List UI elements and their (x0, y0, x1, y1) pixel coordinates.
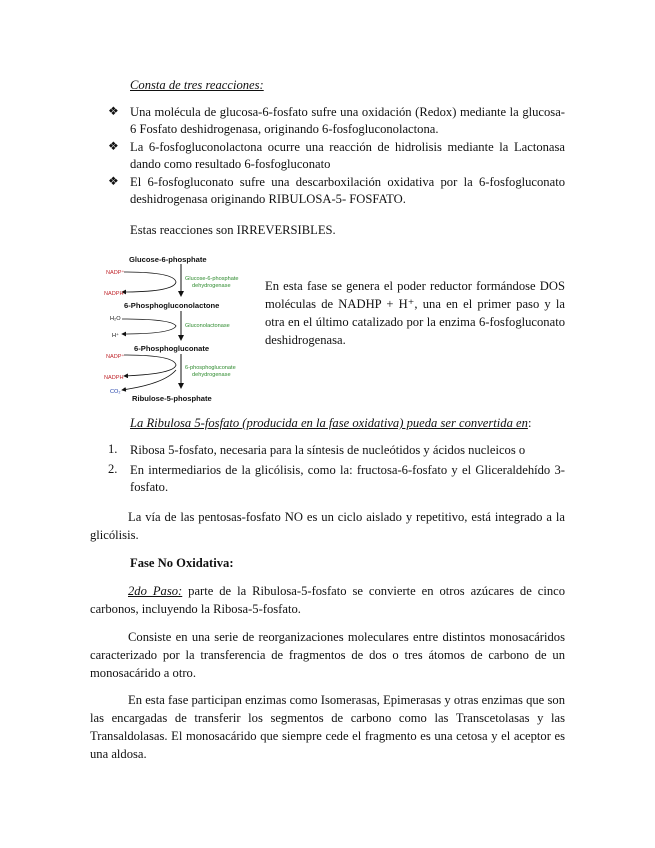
bullet-item (108, 104, 565, 138)
list-text: En intermediarios de la glicólisis, como la: fructosa-6-fosfato y el Gliceraldehído 3-fosfato. (130, 463, 565, 494)
consiste-paragraph: Consiste en una serie de reorganizaciones moleculares entre distintos monosacáridos caracterizado por la transferencia de fragmentos de dos o tres átomos de carbono de un monosacárido a otro. (90, 630, 565, 680)
bullet-text: Una molécula de glucosa-6-fosfato sufre una oxidación (Redox) mediante la glucosa-6 Fosfato deshidrogenasa, originando 6-fosfogluconolactona. (130, 105, 565, 136)
ribulosa-heading (130, 414, 531, 432)
cofactor-arrow (122, 272, 176, 292)
enzyme-label: dehydrogenase (192, 283, 231, 289)
cofactor-label: NADPH (104, 291, 124, 297)
irreversible-text: Estas reacciones son IRREVERSIBLES. (130, 223, 336, 237)
cofactor-arrow (122, 370, 176, 390)
via-paragraph: La vía de las pentosas-fosfato NO es un ciclo aislado y repetitivo, está integrado a la glicólisis. (90, 510, 565, 542)
cofactor-label: NADPH (104, 375, 124, 381)
bullet-text: La 6-fosfogluconolactona ocurre una reacción de hidrolisis mediante la Lactonasa dando como resultado 6-fosfogluconato (130, 140, 565, 171)
bullet-text: El 6-fosfogluconato sufre una descarboxilación oxidativa por la 6-fosfogluconato deshidrogenasa originando RIBULOSA-5- FOSFATO. (130, 175, 565, 206)
paso-text: parte de la Ribulosa-5-fosfato se convierte en otros azúcares de cinco carbonos, incluyendo la Ribosa-5-fosfato. (90, 584, 565, 616)
diagram-caption: En esta fase se genera el poder reductor formándose DOS moléculas de NADHP + H⁺, una en el primer paso y la otra en el último catalizado por la enzima 6-fosfogluconato deshidrogenasa. (265, 279, 565, 347)
cofactor-label: H⁺ (112, 333, 119, 339)
intro-heading: Consta de tres reacciones: (130, 78, 264, 92)
compound-label: Glucose-6-phosphate (129, 255, 207, 264)
enzyme-label: Gluconolactonase (185, 323, 230, 329)
bullet-marker-icon: ❖ (108, 139, 119, 153)
list-item (108, 462, 565, 496)
cofactor-label: NADP⁺ (106, 270, 125, 276)
ribulosa-heading-text: La Ribulosa 5-fosfato (producida en la fase oxidativa) pueda ser convertida en (130, 416, 528, 430)
bullet-item (108, 174, 565, 208)
fase-heading: Fase No Oxidativa: (130, 556, 234, 570)
paso-paragraph (90, 582, 565, 618)
cofactor-label: NADP⁺ (106, 354, 125, 360)
list-number: 2. (108, 462, 118, 476)
paso-label: 2do Paso: (128, 584, 183, 598)
list-text: Ribosa 5-fosfato, necesaria para la síntesis de nucleótidos y ácidos nucleicos o (130, 443, 526, 457)
compound-label: 6-Phosphogluconate (134, 344, 210, 353)
pentose-pathway-diagram (104, 250, 264, 408)
list-item (108, 442, 565, 459)
compound-label: 6-Phosphogluconolactone (124, 301, 220, 310)
bullet-marker-icon: ❖ (108, 174, 119, 188)
cofactor-arrow (124, 355, 176, 376)
cofactor-label: CO₂ (110, 389, 121, 395)
enzyme-label: Glucose-6-phosphate (185, 276, 239, 282)
enzyme-label: 6-phosphogluconate (185, 365, 236, 371)
enzimas-paragraph: En esta fase participan enzimas como Isomerasas, Epimerasas y otras enzimas que son las encargadas de transferir los segmentos de carbono como las Transcetolasas y las Transaldolasas. El monosacárido que siempre cede el fragmento es una cetosa y el aceptor es una aldosa. (90, 693, 565, 761)
cofactor-label: H₂O (110, 316, 121, 322)
cofactor-arrow (122, 319, 176, 334)
list-number: 1. (108, 442, 118, 456)
ribulosa-colon: : (527, 416, 532, 430)
bullet-item (108, 139, 565, 173)
compound-label: Ribulose-5-phosphate (132, 394, 212, 403)
enzyme-label: dehydrogenase (192, 372, 231, 378)
bullet-marker-icon: ❖ (108, 104, 119, 118)
